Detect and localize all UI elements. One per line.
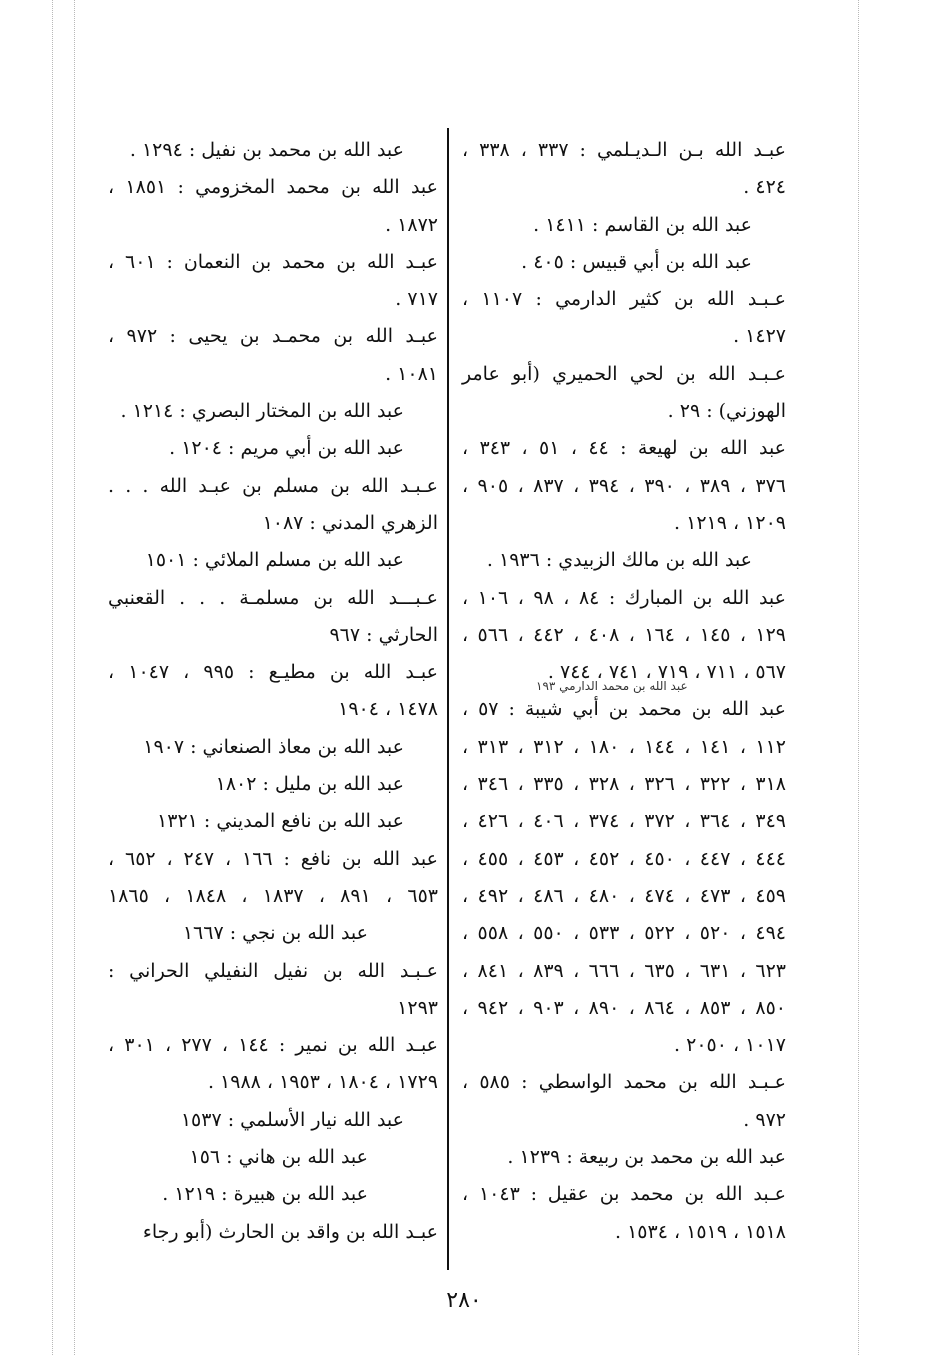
index-line: عبـد الله بن محمـد بن يحيى : ٩٧٢ ، [108, 325, 438, 348]
handwritten-note: عبد الله بن محمد الدارمي ١٩٣ [536, 679, 688, 693]
index-line: عبد الله نيار الأسلمي : ١٥٣٧ [180, 1108, 404, 1131]
index-line: الهوزني) : ٢٩ . [667, 400, 786, 423]
index-line: ٩٧٢ . [743, 1108, 786, 1131]
index-line: عـبد الله بن محمد بن عقيل : ١٠٤٣ ، [462, 1183, 787, 1206]
column-divider [447, 128, 449, 1270]
index-line: الزهري المدني : ١٠٨٧ [262, 511, 438, 534]
index-line: عـبـد الله بن نفيل النفيلي الحراني : [108, 959, 438, 982]
index-line: ٤٥٩ ، ٤٧٣ ، ٤٧٤ ، ٤٨٠ ، ٤٨٦ ، ٤٩٢ ، [462, 884, 786, 907]
index-line: ٣١٨ ، ٣٢٢ ، ٣٢٦ ، ٣٢٨ ، ٣٣٥ ، ٣٤٦ ، [462, 773, 786, 796]
index-line: عـبـد الله بن مسلم بن عبـد الله . . . [108, 474, 438, 497]
index-line: ١٢٠٩ ، ١٢١٩ . [674, 511, 786, 534]
index-line: ١٨٧٢ . [385, 213, 438, 236]
index-line: عبد الله بن محمد بن ربيعة : ١٢٣٩ . [507, 1146, 786, 1169]
index-line: ١٠٨١ . [385, 362, 438, 385]
index-line: عبد الله بن محمد بن نفيل : ١٢٩٤ . [129, 139, 404, 161]
index-line: عبد الله بن نافع : ١٦٦ ، ٢٤٧ ، ٦٥٢ ، [108, 847, 438, 870]
index-line: عـبـــد الله بن مسلمـة . . . القعنبي [108, 586, 438, 609]
index-line: عبد الله بن مالك الزبيدي : ١٩٣٦ . [486, 549, 752, 572]
index-line: عبـد الله بن محمد بن النعمان : ٦٠١ ، [108, 250, 439, 273]
index-line: عـبـد الله بن لحي الحميري (أبو عامر [462, 362, 786, 385]
index-line: ١٢٩٣ [397, 996, 438, 1019]
index-line: ١٥١٨ ، ١٥١٩ ، ١٥٣٤ . [614, 1220, 786, 1243]
index-line: ٧١٧ . [395, 288, 438, 311]
index-line: عبد الله بن محمد بن أبي شيبة : ٥٧ ، [462, 698, 787, 721]
index-line: عبـد الله بن مطيـع : ٩٩٥ ، ١٠٤٧ ، [108, 661, 439, 684]
index-line: عبد الله بن نافع المديني : ١٣٢١ [157, 810, 404, 833]
index-line: عبـد الله بـن الـديـلمي : ٣٣٧ ، ٣٣٨ ، [462, 139, 786, 161]
index-line: ٤٤٤ ، ٤٤٧ ، ٤٥٠ ، ٤٥٢ ، ٤٥٣ ، ٤٥٥ ، [462, 847, 786, 870]
index-line: عبد الله بن أبي مريم : ١٢٠٤ . [169, 437, 404, 460]
index-line: ٦٢٣ ، ٦٣١ ، ٦٣٥ ، ٦٦٦ ، ٨٣٩ ، ٨٤١ ، [462, 959, 786, 982]
index-line: عبد الله بن أبي قبيس : ٤٠٥ . [521, 250, 752, 273]
index-line: عبد الله بن لهيعة : ٤٤ ، ٥١ ، ٣٤٣ ، [462, 437, 787, 460]
index-line: عبـد الله بن نمير : ١٤٤ ، ٢٧٧ ، ٣٠١ ، [108, 1034, 439, 1057]
index-line: ١٢٩ ، ١٤٥ ، ١٦٤ ، ٤٠٨ ، ٤٤٢ ، ٥٦٦ ، [462, 623, 786, 646]
index-line: ٣٤٩ ، ٣٦٤ ، ٣٧٢ ، ٣٧٤ ، ٤٠٦ ، ٤٢٦ ، [462, 810, 786, 833]
index-line: ١١٢ ، ١٤١ ، ١٤٤ ، ١٨٠ ، ٣١٢ ، ٣١٣ ، [462, 735, 786, 758]
index-line: عبـد الله بن واقد بن الحارث (أبو رجاء [142, 1220, 438, 1243]
page-number: ٢٨٠ [446, 1288, 482, 1313]
index-line: عبد الله بن معاذ الصنعاني : ١٩٠٧ [143, 735, 404, 758]
index-line: ٣٧٦ ، ٣٨٩ ، ٣٩٠ ، ٣٩٤ ، ٨٣٧ ، ٩٠٥ ، [462, 474, 786, 497]
index-line: عبد الله بن نجي : ١٦٦٧ [182, 922, 368, 945]
index-line: ١٤٢٧ . [733, 325, 786, 348]
index-line: عبد الله بن المبارك : ٨٤ ، ٩٨ ، ١٠٦ ، [462, 586, 786, 609]
index-line: عبد الله بن هاني : ١٥٦ [189, 1146, 368, 1169]
index-line: عبد الله بن مليل : ١٨٠٢ [215, 773, 404, 796]
index-line: ٥٦٧ ، ٧١١ ، ٧١٩ ، ٧٤١ ، ٧٤٤ . [547, 661, 786, 684]
index-line: عبد الله بن هبيرة : ١٢١٩ . [162, 1183, 368, 1206]
index-line: عـبـد الله بن محمد الواسطي : ٥٨٥ ، [462, 1071, 787, 1094]
index-line: ١٠١٧ ، ٢٠٥٠ . [674, 1034, 786, 1057]
index-line: ٤٢٤ . [743, 176, 786, 199]
index-line: عبد الله بن محمد المخزومي : ١٨٥١ ، [108, 176, 438, 199]
index-line: عبد الله بن مسلم الملائي : ١٥٠١ [145, 549, 404, 572]
index-line: ١٤٧٨ ، ١٩٠٤ [338, 698, 438, 721]
index-line: عبد الله بن المختار البصري : ١٢١٤ . [120, 400, 404, 423]
index-line: ٨٥٠ ، ٨٥٣ ، ٨٦٤ ، ٨٩٠ ، ٩٠٣ ، ٩٤٢ ، [462, 996, 786, 1019]
index-line: عبد الله بن القاسم : ١٤١١ . [533, 213, 752, 236]
index-line: عـبـد الله بن كثير الدارمي : ١١٠٧ ، [462, 288, 786, 311]
index-line: ٤٩٤ ، ٥٢٠ ، ٥٢٢ ، ٥٣٣ ، ٥٥٠ ، ٥٥٨ ، [462, 922, 786, 945]
left-column [108, 132, 438, 1251]
index-line: ١٧٢٩ ، ١٨٠٤ ، ١٩٥٣ ، ١٩٨٨ . [207, 1071, 438, 1094]
index-line: الحارثي : ٩٦٧ [329, 623, 438, 646]
index-line: ٦٥٣ ، ٨٩١ ، ١٨٣٧ ، ١٨٤٨ ، ١٨٦٥ [108, 884, 438, 907]
